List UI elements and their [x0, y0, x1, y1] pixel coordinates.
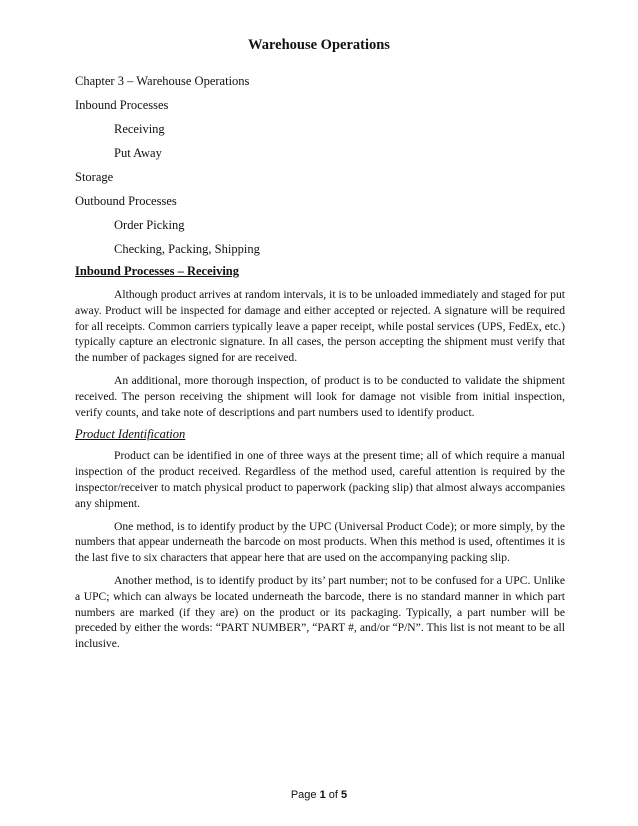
page-word: Page [290, 789, 317, 801]
page-current: 1 [319, 789, 326, 801]
receiving-section [75, 264, 565, 659]
page-footer [0, 789, 638, 801]
outline-subitem: Checking, Packing, Shipping [114, 242, 260, 256]
outline-item: Chapter 3 – Warehouse Operations [75, 74, 250, 88]
document-title: Warehouse Operations [248, 37, 390, 53]
paragraph: Although product arrives at random intervals, it is to be unloaded immediately and staged for put away. Product will be inspected for damage and either accepted or rejected. A signature will be required for all receipts. Common carriers typically leave a paper receipt, while postal services (UPS, FedEx, etc.) typically capture an electronic signature. In all cases, the person accepting the shipment must verify that the number of packages signed for are received. [75, 288, 565, 365]
paragraph: Another method, is to identify product by its’ part number; not to be confused for a UPC. Unlike a UPC; which can always be located underneath the barcode, there is no standard manner in which part numbers are marked (if they are) on the product or its packaging. Typically, a part number will be preceded by either the words: “PART NUMBER”, “PART #, and/or “P/N”. This list is not meant to be all inclusive. [75, 573, 565, 651]
paragraph: One method, is to identify product by the UPC (Universal Product Code); or more simply, by the numbers that appear underneath the barcode on most products. When this method is used, oftentimes it is the last five to six characters that appear here that are used on the accompanying packing slip. [75, 519, 565, 565]
section-heading: Inbound Processes – Receiving [75, 264, 240, 278]
outline-subitem: Order Picking [114, 218, 185, 232]
paragraph: Product can be identified in one of three ways at the present time; all of which require a manual inspection of the product received. Regardless of the method used, careful attention is required by the inspector/receiver to match physical product to paperwork (packing slip) that almost always accompanies any shipment. [75, 449, 565, 510]
outline-item: Inbound Processes [75, 98, 169, 112]
outline-subitem: Put Away [114, 146, 162, 160]
paragraph: An additional, more thorough inspection, of product is to be conducted to validate the shipment received. The person receiving the shipment will look for damage not visible from initial inspection, verify counts, and take note of descriptions and part numbers used to identify product. [75, 373, 565, 419]
subsection-heading: Product Identification [75, 427, 186, 442]
outline-item: Outbound Processes [75, 194, 177, 208]
outline-item: Storage [75, 170, 114, 184]
chapter-outline [75, 74, 575, 266]
page-total: 5 [341, 789, 348, 801]
of-word: of [328, 789, 338, 801]
outline-subitem: Receiving [114, 122, 165, 136]
